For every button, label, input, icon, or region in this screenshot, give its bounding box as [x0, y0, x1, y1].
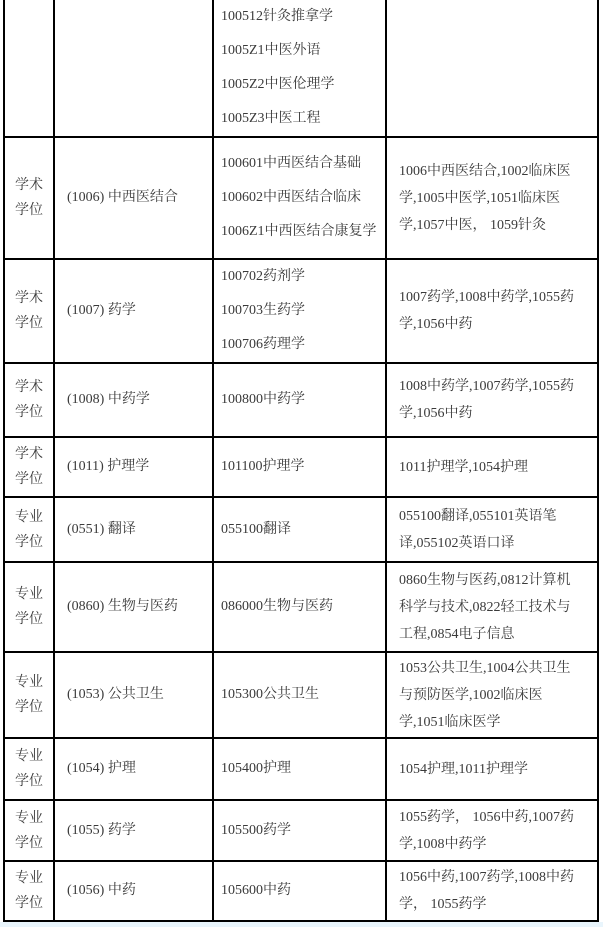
majors-cell	[213, 137, 386, 259]
majors-cell	[213, 738, 386, 800]
table-row	[4, 137, 598, 259]
major-item: 100703生药学	[221, 303, 305, 318]
majors-cell	[213, 437, 386, 497]
related-majors-text: 1054护理,1011护理学	[399, 761, 528, 777]
major-item: 086000生物与医药	[221, 599, 333, 614]
table-row	[4, 259, 598, 363]
majors-cell	[213, 363, 386, 437]
major-item: 100702药剂学	[221, 269, 305, 284]
majors-cell	[213, 0, 386, 137]
related-majors-cell	[386, 137, 598, 259]
degree-type-cell	[4, 800, 54, 861]
major-item: 1005Z1中医外语	[221, 43, 321, 58]
major-item: 1005Z2中医伦理学	[221, 77, 335, 92]
discipline-cell	[54, 861, 213, 921]
degree-type-cell	[4, 137, 54, 259]
major-item: 100601中西医结合基础	[221, 156, 361, 171]
discipline-label: (1053) 公共卫生	[67, 687, 164, 702]
table-row	[4, 437, 598, 497]
degree-type-cell	[4, 437, 54, 497]
discipline-label: (0860) 生物与医药	[67, 599, 178, 614]
majors-cell	[213, 259, 386, 363]
discipline-cell	[54, 0, 213, 137]
table-row	[4, 0, 598, 137]
degree-type-cell	[4, 259, 54, 363]
discipline-cell	[54, 652, 213, 738]
table-row	[4, 363, 598, 437]
related-majors-cell	[386, 497, 598, 562]
discipline-cell	[54, 800, 213, 861]
table-row	[4, 738, 598, 800]
majors-cell	[213, 652, 386, 738]
majors-cell	[213, 562, 386, 652]
discipline-cell	[54, 497, 213, 562]
major-item: 101100护理学	[221, 459, 305, 474]
bottom-strip	[0, 922, 603, 927]
degree-type-label: 专业学位	[15, 749, 43, 789]
degree-type-label: 专业学位	[15, 587, 43, 627]
related-majors-cell	[386, 652, 598, 738]
related-majors-text: 1053公共卫生,1004公共卫生与预防医学,1002临床医学,1051临床医学	[399, 660, 571, 730]
degree-type-label: 专业学位	[15, 810, 43, 851]
degree-type-cell	[4, 497, 54, 562]
discipline-label: (1056) 中药	[67, 883, 136, 898]
discipline-label: (1006) 中西医结合	[67, 190, 178, 205]
related-majors-cell	[386, 562, 598, 652]
major-item: 100800中药学	[221, 392, 305, 407]
related-majors-text: 1055药学， 1056中药,1007药学,1008中药学	[399, 809, 574, 852]
major-item: 100706药理学	[221, 337, 305, 352]
degree-type-label: 专业学位	[15, 871, 43, 911]
related-majors-text: 1011护理学,1054护理	[399, 459, 528, 475]
major-item: 100512针灸推拿学	[221, 9, 333, 24]
degree-type-cell	[4, 861, 54, 921]
major-item: 1006Z1中西医结合康复学	[221, 224, 377, 239]
discipline-cell	[54, 738, 213, 800]
majors-cell	[213, 861, 386, 921]
discipline-label: (1007) 药学	[67, 303, 136, 318]
degree-programs-table	[3, 0, 599, 922]
degree-type-cell	[4, 363, 54, 437]
discipline-label: (0551) 翻译	[67, 521, 136, 537]
major-item: 1005Z3中医工程	[221, 111, 321, 126]
table-row	[4, 652, 598, 738]
related-majors-text: 0860生物与医药,0812计算机科学与技术,0822轻工技术与工程,0854电子信息	[399, 572, 571, 642]
majors-cell	[213, 497, 386, 562]
related-majors-cell	[386, 0, 598, 137]
discipline-label: (1011) 护理学	[67, 459, 150, 474]
major-item: 105600中药	[221, 883, 291, 898]
related-majors-cell	[386, 861, 598, 921]
related-majors-text: 1008中药学,1007药学,1055药学,1056中药	[399, 379, 574, 421]
discipline-cell	[54, 562, 213, 652]
related-majors-text: 055100翻译,055101英语笔译,055102英语口译	[399, 508, 557, 551]
discipline-cell	[54, 137, 213, 259]
major-item: 055100翻译	[221, 521, 291, 537]
degree-type-label: 专业学位	[15, 675, 43, 715]
degree-type-cell	[4, 0, 54, 137]
degree-type-cell	[4, 562, 54, 652]
major-item: 105300公共卫生	[221, 687, 319, 702]
discipline-cell	[54, 259, 213, 363]
major-item: 105500药学	[221, 822, 291, 838]
degree-type-label: 学术学位	[15, 380, 43, 420]
degree-type-label: 学术学位	[15, 447, 43, 487]
degree-type-label: 学术学位	[15, 178, 43, 218]
related-majors-cell	[386, 800, 598, 861]
table-row	[4, 800, 598, 861]
major-item: 105400护理	[221, 761, 291, 776]
majors-cell	[213, 800, 386, 861]
table-row	[4, 562, 598, 652]
related-majors-text: 1056中药,1007药学,1008中药学， 1055药学	[399, 870, 574, 912]
related-majors-text: 1006中西医结合,1002临床医学,1005中医学,1051临床医学,1057中医， 1059针灸	[399, 163, 571, 233]
related-majors-cell	[386, 738, 598, 800]
degree-type-cell	[4, 738, 54, 800]
table-row	[4, 861, 598, 921]
discipline-cell	[54, 363, 213, 437]
discipline-label: (1054) 护理	[67, 761, 136, 776]
degree-type-label: 专业学位	[15, 509, 43, 550]
related-majors-cell	[386, 363, 598, 437]
table-row	[4, 497, 598, 562]
related-majors-text: 1007药学,1008中药学,1055药学,1056中药	[399, 290, 574, 332]
degree-type-label: 学术学位	[15, 291, 43, 331]
degree-type-cell	[4, 652, 54, 738]
related-majors-cell	[386, 437, 598, 497]
related-majors-cell	[386, 259, 598, 363]
discipline-label: (1055) 药学	[67, 822, 136, 838]
discipline-label: (1008) 中药学	[67, 392, 150, 407]
discipline-cell	[54, 437, 213, 497]
major-item: 100602中西医结合临床	[221, 190, 361, 205]
